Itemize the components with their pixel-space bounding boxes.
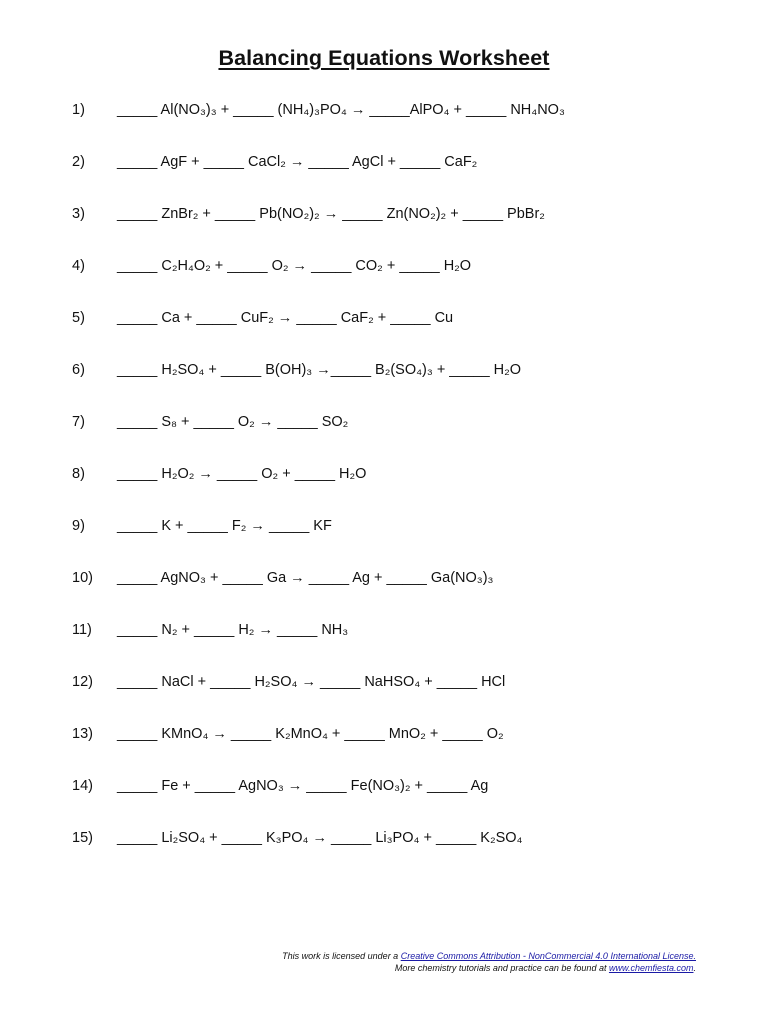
equation-number: 11) bbox=[72, 622, 92, 638]
more-suffix: . bbox=[693, 963, 696, 973]
equation-number: 7) bbox=[72, 414, 85, 430]
equation-number: 12) bbox=[72, 674, 93, 690]
equation-text: _____ S₈ + _____ O₂ → _____ SO₂ bbox=[117, 414, 349, 430]
equation-row bbox=[72, 464, 732, 484]
equation-row bbox=[72, 308, 732, 328]
equation-number: 9) bbox=[72, 518, 85, 534]
equation-number: 14) bbox=[72, 778, 93, 794]
equation-row bbox=[72, 152, 732, 172]
equation-text: _____ H₂O₂ → _____ O₂ + _____ H₂O bbox=[117, 466, 367, 482]
equation-text: _____ NaCl + _____ H₂SO₄ → _____ NaHSO₄ + _____ HCl bbox=[117, 674, 506, 690]
license-link[interactable]: Creative Commons Attribution - NonCommercial 4.0 International License. bbox=[400, 951, 696, 961]
more-prefix: More chemistry tutorials and practice can be found at bbox=[394, 963, 609, 973]
equation-row bbox=[72, 724, 732, 744]
equation-row bbox=[72, 516, 732, 536]
equation-number: 3) bbox=[72, 206, 85, 222]
equation-text: _____ ZnBr₂ + _____ Pb(NO₂)₂ → _____ Zn(NO₂)₂ + _____ PbBr₂ bbox=[117, 206, 545, 222]
equation-row bbox=[72, 828, 732, 848]
license-line bbox=[176, 950, 696, 962]
equation-text: _____ C₂H₄O₂ + _____ O₂ → _____ CO₂ + _____ H₂O bbox=[117, 258, 472, 274]
equation-row bbox=[72, 568, 732, 588]
more-line bbox=[176, 962, 696, 974]
equation-text: _____ Ca + _____ CuF₂ → _____ CaF₂ + _____ Cu bbox=[117, 310, 454, 326]
equation-number: 5) bbox=[72, 310, 85, 326]
equation-row bbox=[72, 204, 732, 224]
equation-number: 15) bbox=[72, 830, 93, 846]
equation-text: _____ K + _____ F₂ → _____ KF bbox=[117, 518, 332, 534]
equation-text: _____ Li₂SO₄ + _____ K₃PO₄ → _____ Li₃PO₄ + _____ K₂SO₄ bbox=[117, 830, 523, 846]
license-footer bbox=[176, 950, 696, 974]
equation-number: 4) bbox=[72, 258, 85, 274]
equation-row bbox=[72, 100, 732, 120]
equation-row bbox=[72, 412, 732, 432]
equation-text: _____ Al(NO₃)₃ + _____ (NH₄)₃PO₄ → _____AlPO₄ + _____ NH₄NO₃ bbox=[117, 102, 565, 118]
equation-row bbox=[72, 776, 732, 796]
equation-text: _____ KMnO₄ → _____ K₂MnO₄ + _____ MnO₂ + _____ O₂ bbox=[117, 726, 504, 742]
equation-number: 1) bbox=[72, 102, 85, 118]
equation-row bbox=[72, 360, 732, 380]
equation-number: 8) bbox=[72, 466, 85, 482]
equation-number: 6) bbox=[72, 362, 85, 378]
equation-text: _____ H₂SO₄ + _____ B(OH)₃ →_____ B₂(SO₄)₃ + _____ H₂O bbox=[117, 362, 522, 378]
equation-number: 10) bbox=[72, 570, 93, 586]
equation-text: _____ AgNO₃ + _____ Ga → _____ Ag + _____ Ga(NO₃)₃ bbox=[117, 570, 494, 586]
equation-number: 2) bbox=[72, 154, 85, 170]
equation-row bbox=[72, 620, 732, 640]
equation-text: _____ N₂ + _____ H₂ → _____ NH₃ bbox=[117, 622, 349, 638]
license-prefix: This work is licensed under a bbox=[282, 951, 401, 961]
equation-number: 13) bbox=[72, 726, 93, 742]
chemfiesta-link[interactable]: www.chemfiesta.com bbox=[608, 963, 694, 973]
page-title: Balancing Equations Worksheet bbox=[218, 46, 550, 70]
equation-text: _____ AgF + _____ CaCl₂ → _____ AgCl + _____ CaF₂ bbox=[117, 154, 478, 170]
equation-row bbox=[72, 256, 732, 276]
equation-text: _____ Fe + _____ AgNO₃ → _____ Fe(NO₃)₂ + _____ Ag bbox=[117, 778, 489, 794]
equation-row bbox=[72, 672, 732, 692]
